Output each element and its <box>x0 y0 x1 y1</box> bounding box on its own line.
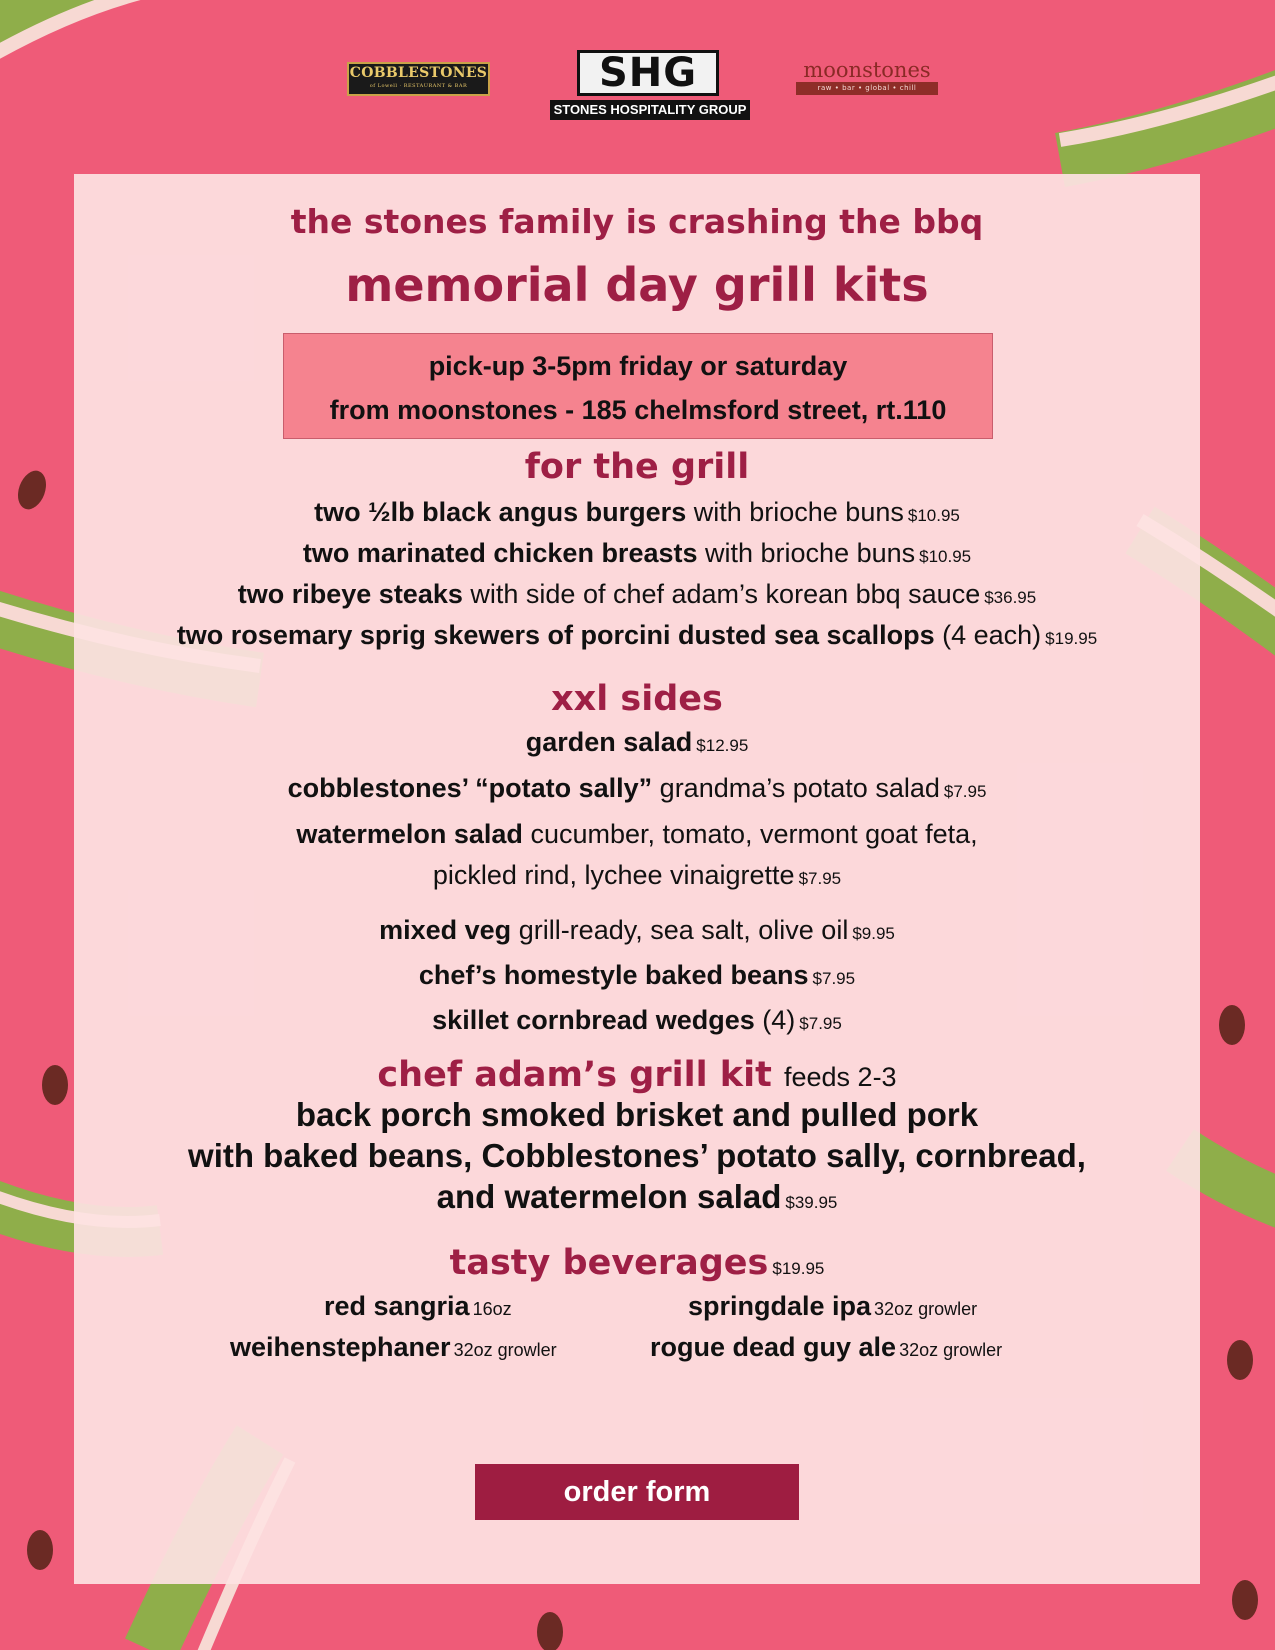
item-price: $7.95 <box>943 782 987 801</box>
item-name: chef’s homestyle baked beans <box>418 960 809 990</box>
moonstones-logo <box>796 58 938 102</box>
item-price: $7.95 <box>798 869 842 888</box>
beverage-size: 32oz growler <box>453 1340 557 1360</box>
moonstones-logo-name: moonstones <box>803 58 931 82</box>
item-price: $19.95 <box>1045 629 1098 648</box>
item-desc: (4) <box>762 1005 796 1035</box>
item-name: cobblestones’ “potato sally” <box>287 773 653 803</box>
item-price: $10.95 <box>919 547 972 566</box>
menu-item <box>74 912 1200 952</box>
beverages-title: tasty beverages <box>449 1243 769 1283</box>
section-title-beverages <box>74 1242 1200 1290</box>
item-name: skillet cornbread wedges <box>432 1005 755 1035</box>
section-title-grill: for the grill <box>524 447 750 487</box>
item-desc: with brioche buns <box>693 497 904 527</box>
item-name: watermelon salad <box>296 819 523 849</box>
item-price: $12.95 <box>696 736 749 755</box>
section-title-kit <box>74 1054 1200 1098</box>
cobblestones-logo <box>347 62 490 96</box>
pickup-info-box <box>283 333 993 439</box>
cobblestones-logo-name: COBBLESTONES <box>349 65 488 81</box>
item-desc: grill-ready, sea salt, olive oil <box>518 915 849 945</box>
beverage-name: rogue dead guy ale <box>650 1332 897 1362</box>
pickup-location: from moonstones - 185 chelmsford street, rt.110 <box>329 395 947 425</box>
item-name: two ½lb black angus burgers <box>314 497 687 527</box>
shg-logo-mark: SHG <box>577 50 719 96</box>
cobblestones-logo-sub: of Lowell · RESTAURANT & BAR <box>369 83 468 89</box>
menu-item <box>74 770 1200 810</box>
beverage-item <box>650 1329 1002 1368</box>
kit-feeds: feeds 2-3 <box>784 1062 897 1092</box>
menu-item <box>74 724 1200 764</box>
item-price: $7.95 <box>812 969 856 988</box>
item-name: garden salad <box>525 727 693 757</box>
item-name: two rosemary sprig skewers of porcini dusted sea scallops <box>176 620 935 650</box>
pickup-time: pick-up 3-5pm friday or saturday <box>428 351 848 381</box>
kit-description-text: and watermelon salad <box>436 1178 782 1215</box>
item-price: $9.95 <box>852 924 895 943</box>
headline: the stones family is crashing the bbq <box>290 202 984 241</box>
item-desc: with side of chef adam’s korean bbq sauce <box>470 579 981 609</box>
beverage-size: 16oz <box>472 1299 512 1319</box>
kit-title: chef adam’s grill kit <box>377 1055 772 1095</box>
item-name: mixed veg <box>379 915 512 945</box>
beverage-name: red sangria <box>324 1291 470 1321</box>
kit-description-line: with baked beans, Cobblestones’ potato sally, cornbread, <box>188 1137 1086 1174</box>
menu-content <box>74 174 1200 1584</box>
menu-item <box>74 617 1200 657</box>
beverage-item <box>324 1288 512 1327</box>
menu-item <box>74 1002 1200 1042</box>
item-name: two ribeye steaks <box>237 579 463 609</box>
menu-item <box>74 957 1200 997</box>
beverage-size: 32oz growler <box>899 1340 1003 1360</box>
menu-item <box>74 816 1200 852</box>
item-desc: grandma’s potato salad <box>659 773 940 803</box>
shg-logo <box>550 48 750 123</box>
item-desc: (4 each) <box>942 620 1042 650</box>
item-desc: pickled rind, lychee vinaigrette <box>432 860 795 890</box>
shg-logo-name: STONES HOSPITALITY GROUP <box>550 100 750 120</box>
kit-price: $39.95 <box>785 1193 838 1212</box>
item-price: $36.95 <box>984 588 1037 607</box>
item-desc: with brioche buns <box>705 538 916 568</box>
beverages-price: $19.95 <box>772 1259 825 1278</box>
menu-item <box>74 494 1200 534</box>
beverage-item <box>230 1329 557 1368</box>
section-title-sides: xxl sides <box>551 679 723 719</box>
order-form-button[interactable]: order form <box>475 1464 799 1520</box>
beverage-name: weihenstephaner <box>230 1332 451 1362</box>
kit-description-line <box>74 1176 1200 1223</box>
beverage-size: 32oz growler <box>874 1299 978 1319</box>
beverage-name: springdale ipa <box>688 1291 872 1321</box>
menu-item <box>74 576 1200 616</box>
item-desc: cucumber, tomato, vermont goat feta, <box>530 819 978 849</box>
item-name: two marinated chicken breasts <box>302 538 698 568</box>
moonstones-logo-tagline: raw • bar • global • chill <box>796 82 938 95</box>
item-price: $7.95 <box>799 1014 842 1033</box>
kit-description-line: back porch smoked brisket and pulled pork <box>295 1096 979 1133</box>
menu-item-continued <box>74 857 1200 897</box>
menu-item <box>74 535 1200 575</box>
beverage-item <box>688 1288 977 1327</box>
item-price: $10.95 <box>907 506 960 525</box>
page-title: memorial day grill kits <box>345 258 929 312</box>
logo-row <box>0 48 1275 128</box>
